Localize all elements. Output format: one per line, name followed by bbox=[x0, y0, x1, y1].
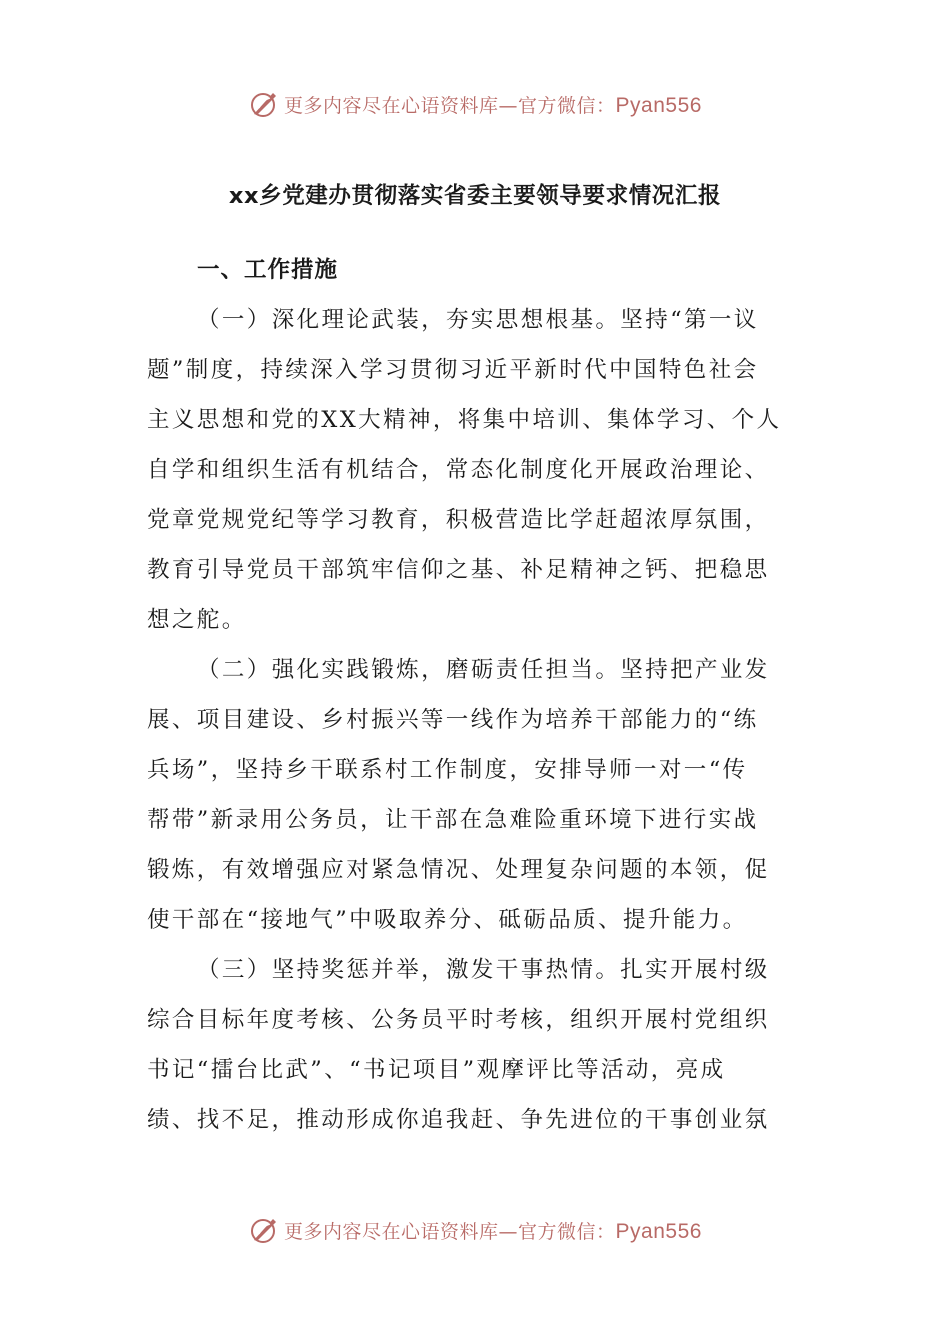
section-heading: 一、工作措施 bbox=[197, 257, 339, 283]
paragraph-line: 自学和组织生活有机结合，常态化制度化开展政治理论、 bbox=[147, 457, 770, 483]
paragraph-line: （三）坚持奖惩并举，激发干事热情。扎实开展村级 bbox=[197, 957, 770, 983]
paragraph-line: 帮带”新录用公务员，让干部在急难险重环境下进行实战 bbox=[147, 807, 759, 833]
paragraph-line: 想之舵。 bbox=[147, 607, 247, 633]
paragraph-line: 使干部在“接地气”中吸取养分、砥砺品质、提升能力。 bbox=[147, 907, 748, 933]
paragraph-line: 题”制度，持续深入学习贯彻习近平新时代中国特色社会 bbox=[147, 357, 759, 383]
watermark-text bbox=[284, 1217, 702, 1244]
watermark-wechat-id: Pyan556 bbox=[615, 93, 702, 117]
header-watermark bbox=[0, 84, 950, 124]
quill-circle-logo bbox=[248, 88, 280, 120]
paragraph-line: 锻炼，有效增强应对紧急情况、处理复杂问题的本领，促 bbox=[147, 857, 770, 883]
paragraph-line: 党章党规党纪等学习教育，积极营造比学赶超浓厚氛围， bbox=[147, 507, 770, 533]
watermark-label: 更多内容尽在心语资料库—官方微信： bbox=[284, 94, 616, 117]
paragraph-line: 教育引导党员干部筑牢信仰之基、补足精神之钙、把稳思 bbox=[147, 557, 770, 583]
paragraph-line: 主义思想和党的XX大精神，将集中培训、集体学习、个人 bbox=[147, 407, 782, 433]
document-title: xx乡党建办贯彻落实省委主要领导要求情况汇报 bbox=[228, 183, 722, 209]
paragraph-line: 兵场”，坚持乡干联系村工作制度，安排导师一对一“传 bbox=[147, 757, 748, 783]
watermark-text bbox=[284, 91, 702, 118]
paragraph-line: 综合目标年度考核、公务员平时考核，组织开展村党组织 bbox=[147, 1007, 770, 1033]
footer-watermark bbox=[0, 1210, 950, 1250]
paragraph-line: 书记“擂台比武”、“书记项目”观摩评比等活动，亮成 bbox=[147, 1057, 726, 1083]
quill-circle-logo bbox=[248, 1214, 280, 1246]
paragraph-line: 展、项目建设、乡村振兴等一线作为培养干部能力的“练 bbox=[147, 707, 759, 733]
watermark-label: 更多内容尽在心语资料库—官方微信： bbox=[284, 1220, 616, 1243]
paragraph-line: （二）强化实践锻炼，磨砺责任担当。坚持把产业发 bbox=[197, 657, 770, 683]
watermark-wechat-id: Pyan556 bbox=[615, 1219, 702, 1243]
paragraph-line: 绩、找不足，推动形成你追我赶、争先进位的干事创业氛 bbox=[147, 1107, 770, 1133]
paragraph-line: （一）深化理论武装，夯实思想根基。坚持“第一议 bbox=[197, 307, 759, 333]
